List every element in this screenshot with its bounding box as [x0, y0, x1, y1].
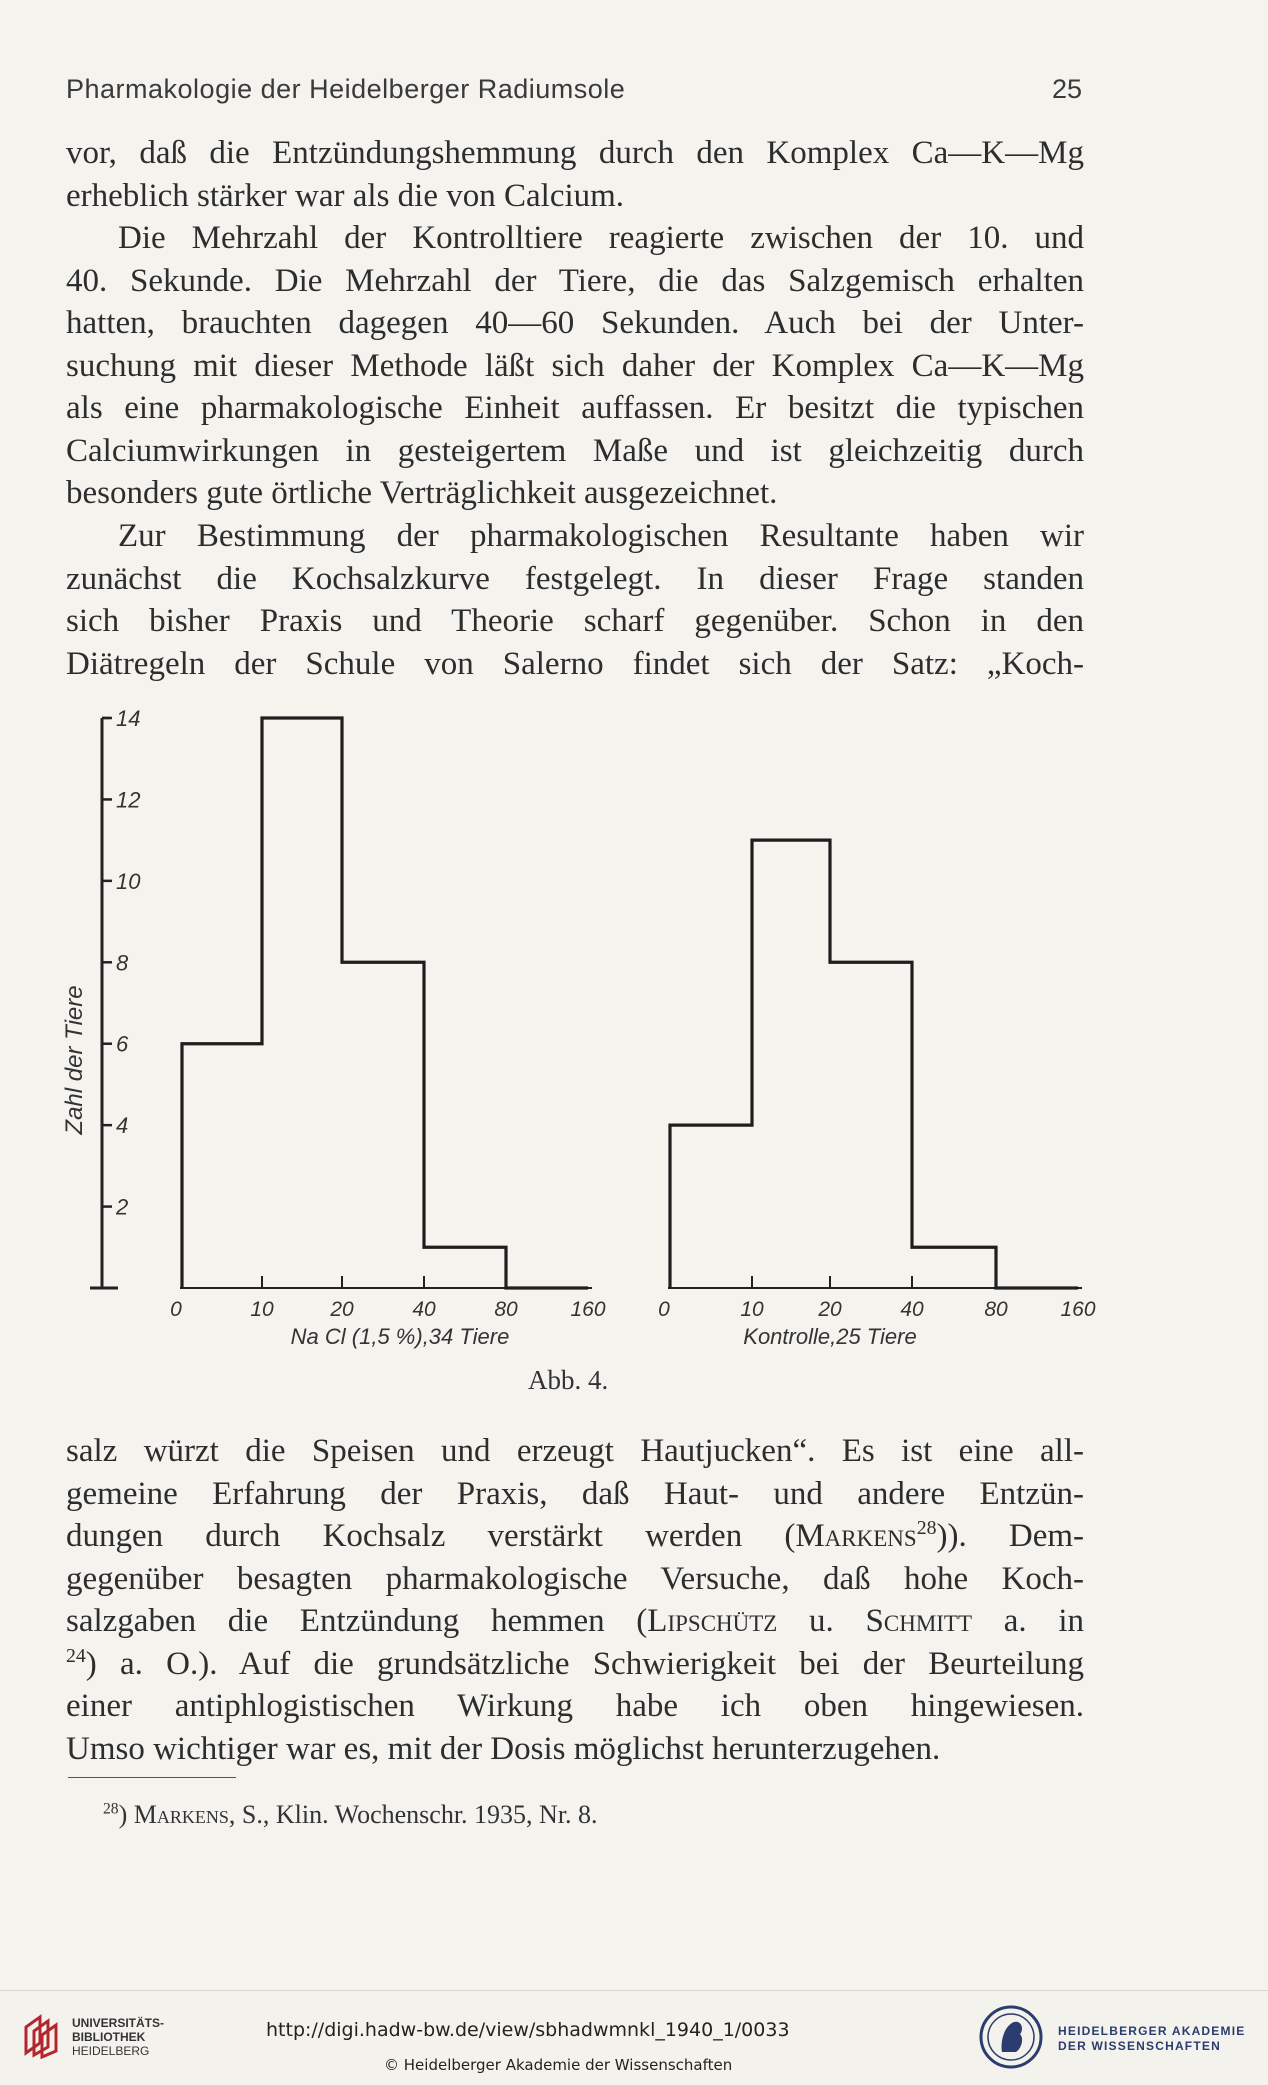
- x-axis-label: Kontrolle,25 Tiere: [743, 1324, 917, 1349]
- histogram-bar: [912, 1247, 996, 1288]
- text-line: 40. Sekunde. Die Mehrzahl der Tiere, die das Salzgemisch erhalten: [66, 262, 1084, 299]
- text-line: Diätregeln der Schule von Salerno findet sich der Satz: „Koch-: [66, 645, 1084, 682]
- histogram-bar: [262, 718, 342, 1288]
- author-name: Markens: [133, 1800, 229, 1829]
- text-line: besonders gute örtliche Verträglichkeit ausgezeichnet.: [66, 475, 778, 511]
- academy-name[interactable]: [1058, 2024, 1245, 2054]
- y-tick-label: 6: [116, 1031, 129, 1057]
- text-line: gemeine Erfahrung der Praxis, daß Haut- und andere Entzün-: [66, 1475, 1084, 1512]
- histogram-outline: [182, 718, 588, 1288]
- x-tick-label: 40: [900, 1298, 924, 1321]
- text-line: [66, 1600, 1084, 1643]
- histogram-outline: [670, 840, 1078, 1288]
- histogram-bar: [424, 1247, 506, 1288]
- source-url-link[interactable]: http://digi.hadw-bw.de/view/sbhadwmnkl_1940_1/0033: [266, 2019, 790, 2041]
- text-line: salz würzt die Speisen und erzeugt Hautjucken“. Es ist eine all-: [66, 1433, 1084, 1469]
- text-fragment: u.: [777, 1603, 866, 1639]
- paragraph-4: [66, 1430, 1084, 1770]
- x-axis-label: Na Cl (1,5 %),34 Tiere: [290, 1324, 510, 1349]
- histogram-nacl: [170, 718, 606, 1349]
- histogram-bar: [670, 1125, 752, 1288]
- paragraph-3: [66, 515, 1084, 685]
- academy-line: HEIDELBERGER AKADEMIE: [1058, 2024, 1246, 2038]
- text-fragment: salzgaben die Entzündung hemmen (: [66, 1603, 648, 1639]
- footnote-text: , S., Klin. Wochenschr. 1935, Nr. 8.: [228, 1800, 598, 1829]
- y-tick-label: 12: [116, 787, 141, 813]
- x-tick-label: 0: [170, 1298, 182, 1321]
- library-line: HEIDELBERG: [72, 2044, 150, 2058]
- text-line: Calciumwirkungen in gesteigertem Maße und ist gleichzeitig durch: [66, 432, 1084, 469]
- text-line: Zur Bestimmung der pharmakologischen Resultante haben wir: [118, 518, 1084, 554]
- text-line: Umso wichtiger war es, mit der Dosis möglichst herunterzugehen.: [66, 1730, 941, 1767]
- histogram-bar: [752, 840, 830, 1288]
- text-line: gegenüber besagten pharmakologische Versuche, daß hohe Koch-: [66, 1560, 1084, 1597]
- text-line: als eine pharmakologische Einheit auffassen. Er besitzt die typischen: [66, 390, 1084, 426]
- text-line: zunächst die Kochsalzkurve festgelegt. In dieser Frage standen: [66, 560, 1084, 597]
- y-axis: [61, 706, 141, 1288]
- text-line: Die Mehrzahl der Kontrolltiere reagierte zwischen der 10. und: [118, 220, 1084, 256]
- y-axis-label: Zahl der Tiere: [61, 985, 88, 1135]
- figure-caption: Abb. 4.: [528, 1365, 609, 1395]
- library-line: BIBLIOTHEK: [72, 2030, 146, 2044]
- x-tick-label: 80: [494, 1298, 518, 1321]
- text-line: suchung mit dieser Methode läßt sich daher der Komplex Ca—K—Mg: [66, 347, 1084, 384]
- text-line: sich bisher Praxis und Theorie scharf gegenüber. Schon in den: [66, 603, 1084, 639]
- y-tick-label: 8: [116, 950, 129, 976]
- y-tick-label: 4: [116, 1113, 129, 1139]
- histogram-bar: [830, 962, 912, 1288]
- university-library-logo-icon[interactable]: [18, 2013, 64, 2059]
- histogram-kontrolle: [658, 840, 1096, 1349]
- paragraph-1: [66, 132, 1084, 217]
- reference-number: 24: [66, 1644, 86, 1667]
- text-line: vor, daß die Entzündungshemmung durch den Komplex Ca—K—Mg: [66, 135, 1084, 171]
- x-tick-label: 20: [818, 1298, 842, 1321]
- text-fragment: a. in: [972, 1603, 1084, 1639]
- footnote: $^{28}$) Markens, S., Klin. Wochenschr. 1935, Nr. 8.: [103, 1800, 598, 1829]
- library-line: UNIVERSITÄTS-: [72, 2016, 165, 2030]
- text-line: [66, 1643, 1084, 1686]
- y-tick-label: 14: [116, 706, 141, 731]
- page-number: 25: [1052, 74, 1083, 104]
- x-tick-label: 160: [570, 1298, 606, 1321]
- text-line: hatten, brauchten dagegen 40—60 Sekunden. Auch bei der Unter-: [66, 305, 1084, 341]
- text-line: [66, 1515, 1084, 1558]
- x-tick-label: 80: [984, 1298, 1008, 1321]
- x-tick-label: 0: [658, 1298, 670, 1321]
- university-library-name[interactable]: [72, 2016, 164, 2058]
- x-tick-label: 20: [330, 1298, 354, 1321]
- author-name: Lipschütz: [647, 1603, 778, 1639]
- copyright-notice: © Heidelberger Akademie der Wissenschaften: [384, 2056, 733, 2074]
- x-tick-label: 10: [250, 1298, 274, 1321]
- histogram-figure: [0, 700, 1268, 1350]
- x-tick-label: 160: [1060, 1298, 1096, 1321]
- academy-line: DER WISSENSCHAFTEN: [1058, 2039, 1221, 2053]
- x-tick-label: 40: [412, 1298, 436, 1321]
- text-fragment: dungen durch Kochsalz verstärkt werden (: [66, 1518, 796, 1554]
- y-tick-label: 2: [116, 1194, 129, 1220]
- histogram-bar: [342, 962, 424, 1288]
- running-header-title: Pharmakologie der Heidelberger Radiumsole: [66, 74, 626, 104]
- text-fragment: ) a. O.). Auf die grundsätzliche Schwierigkeit bei der Beurteilung: [85, 1645, 1084, 1682]
- academy-seal-icon[interactable]: [978, 2004, 1044, 2070]
- author-name: Schmitt: [865, 1603, 973, 1639]
- histogram-bar: [182, 1044, 262, 1288]
- x-tick-label: 10: [740, 1298, 764, 1321]
- text-line: einer antiphlogistischen Wirkung habe ich oben hingewiesen.: [66, 1688, 1084, 1724]
- author-name: Markens: [795, 1518, 917, 1554]
- footnote-divider: [68, 1777, 236, 1778]
- paragraph-2: [66, 217, 1084, 515]
- text-fragment: )). Dem-: [936, 1518, 1084, 1554]
- footnote-number: 28: [103, 1800, 119, 1818]
- y-tick-label: 10: [116, 868, 141, 894]
- text-line: erheblich stärker war als die von Calcium.: [66, 177, 625, 214]
- reference-number: 28: [916, 1517, 937, 1539]
